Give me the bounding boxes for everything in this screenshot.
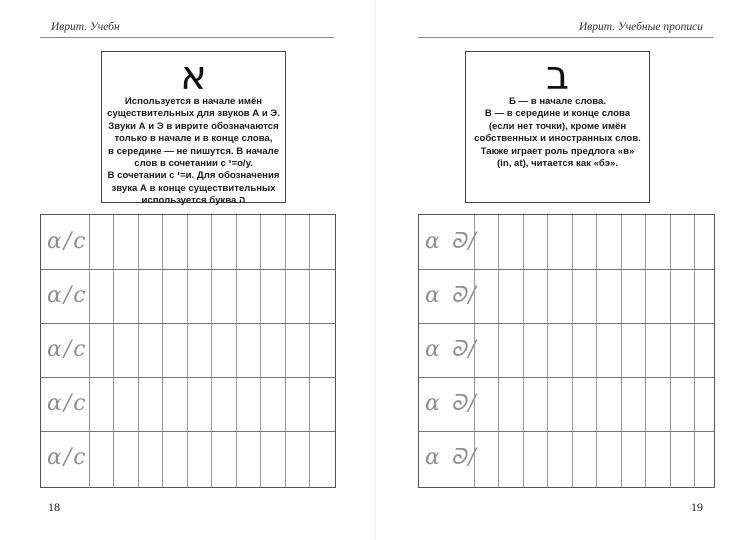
- description-line: (in, at), читается как «бэ».: [496, 158, 619, 170]
- grid-column-line: [670, 215, 671, 487]
- grid-column-line: [162, 215, 163, 487]
- grid-column-line: [523, 215, 524, 487]
- description-line: Используется в начале имён: [124, 96, 263, 107]
- grid-row-line: [41, 377, 335, 378]
- grid-row-line: [419, 269, 714, 270]
- page-number-right: 19: [691, 500, 703, 514]
- grid-row-line: [41, 323, 335, 324]
- description-line: Б — в начале слова.: [508, 96, 607, 107]
- grid-column-line: [211, 215, 212, 487]
- letter-card-bet: [465, 51, 650, 203]
- description-line: в середине — не пишутся. В начале: [108, 145, 279, 157]
- description-line: слов в сочетании с י=о/у.: [134, 158, 253, 170]
- grid-column-line: [285, 215, 286, 487]
- description-line: используется буква ה: [141, 195, 246, 207]
- grid-column-line: [236, 215, 237, 487]
- sample-letter-alef: ɑ/c: [47, 391, 88, 416]
- grid-column-line: [596, 215, 597, 487]
- sample-letter-bet: ɑ ᘐ/: [425, 445, 478, 470]
- grid-column-line: [694, 215, 695, 487]
- grid-column-line: [89, 215, 90, 487]
- sample-letter-bet: ɑ ᘐ/: [425, 229, 478, 254]
- sample-letter-alef: ɑ/c: [47, 445, 88, 470]
- sample-letter-bet: ɑ ᘐ/: [425, 391, 478, 416]
- grid-row-line: [41, 269, 335, 270]
- sample-letter-alef: ɑ/c: [47, 229, 88, 254]
- grid-column-line: [572, 215, 573, 487]
- sample-letter-alef: ɑ/c: [47, 337, 88, 362]
- letter-description-alef: [106, 96, 281, 208]
- page-number-left: 18: [48, 500, 60, 514]
- letter-card-alef: [101, 51, 286, 207]
- description-line: звука А в конце существительных: [111, 182, 276, 194]
- description-line: (если нет точки), кроме имён: [488, 120, 627, 132]
- grid-column-line: [260, 215, 261, 487]
- handwriting-grid-right[interactable]: [418, 214, 715, 488]
- left-page: [0, 0, 375, 540]
- grid-column-line: [645, 215, 646, 487]
- description-line: собственных и иностранных слов.: [474, 133, 641, 145]
- description-line: В — в середине и конце слова: [484, 108, 631, 120]
- letter-description-bet: [470, 96, 645, 170]
- grid-column-line: [621, 215, 622, 487]
- sample-letter-alef: ɑ/c: [47, 283, 88, 308]
- hebrew-letter-bet: ב: [545, 53, 570, 99]
- right-page: [376, 0, 751, 540]
- hebrew-letter-alef: א: [180, 53, 207, 99]
- running-header-left: Иврит. Учебн: [51, 21, 120, 33]
- description-line: В сочетании с י=и. Для обозначения: [107, 170, 280, 182]
- running-header-right: Иврит. Учебные прописи: [578, 21, 703, 33]
- header-rule-right: [418, 37, 713, 38]
- description-line: Звуки А и Э в иврите обозначаются: [108, 120, 279, 132]
- grid-column-line: [547, 215, 548, 487]
- sample-letter-bet: ɑ ᘐ/: [425, 283, 478, 308]
- grid-row-line: [419, 431, 714, 432]
- grid-column-line: [309, 215, 310, 487]
- description-line: Также играет роль предлога «в»: [480, 145, 635, 157]
- sample-letter-bet: ɑ ᘐ/: [425, 337, 478, 362]
- grid-column-line: [187, 215, 188, 487]
- grid-row-line: [419, 323, 714, 324]
- grid-row-line: [41, 431, 335, 432]
- grid-column-line: [113, 215, 114, 487]
- header-rule-left: [40, 37, 334, 38]
- grid-column-line: [138, 215, 139, 487]
- grid-row-line: [419, 377, 714, 378]
- handwriting-grid-left[interactable]: [40, 214, 336, 488]
- description-line: существительных для звуков А и Э.: [107, 108, 280, 120]
- grid-column-line: [498, 215, 499, 487]
- description-line: только в начале и в конце слова,: [114, 133, 273, 145]
